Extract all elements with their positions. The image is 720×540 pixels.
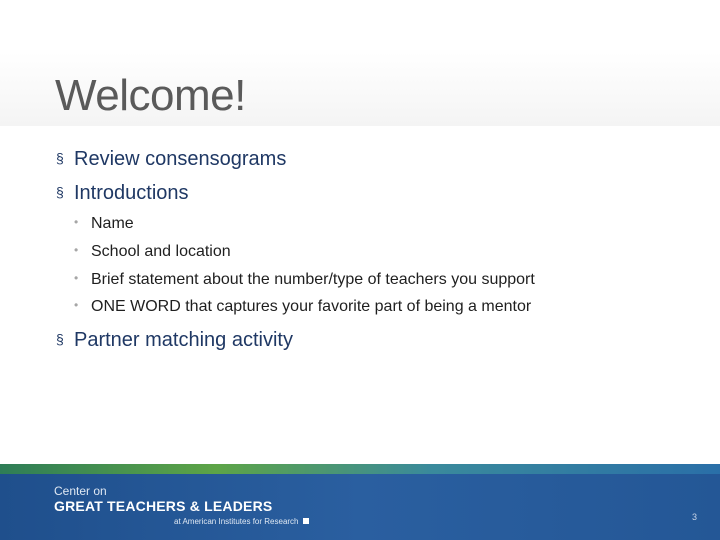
bullet-item [56, 330, 293, 350]
bullet-item [56, 183, 189, 203]
sub-bullet-item [74, 272, 535, 288]
dot-bullet-icon: • [74, 271, 79, 285]
logo-line-gtl: GREAT TEACHERS & LEADERS [54, 498, 273, 514]
dot-bullet-icon: • [74, 243, 79, 257]
footer [0, 464, 720, 540]
bullet-text: Review consensograms [74, 148, 287, 170]
page-number: 3 [692, 512, 698, 522]
dot-bullet-icon: • [74, 298, 79, 312]
sub-bullet-text: Name [91, 215, 134, 232]
sub-bullet-text: School and location [91, 243, 231, 260]
bullet-item [56, 149, 286, 169]
logo-line-air [174, 517, 309, 526]
sub-bullet-text: Brief statement about the number/type of teachers you support [91, 271, 535, 288]
section-bullet-icon: § [56, 331, 64, 347]
section-bullet-icon: § [56, 184, 64, 200]
section-bullet-icon: § [56, 150, 64, 166]
logo-air-text: at American Institutes for Research [174, 517, 299, 526]
slide-title: Welcome! [55, 71, 246, 120]
logo-line-center-on: Center on [54, 484, 107, 498]
dot-bullet-icon: • [74, 215, 79, 229]
sub-bullet-item [74, 216, 134, 232]
bullet-text: Partner matching activity [74, 329, 293, 351]
square-logo-icon [303, 518, 309, 524]
sub-bullet-item [74, 299, 531, 315]
sub-bullet-item [74, 244, 231, 260]
bullet-text: Introductions [74, 182, 189, 204]
footer-stripe [0, 464, 720, 474]
sub-bullet-text: ONE WORD that captures your favorite part of being a mentor [91, 298, 532, 315]
